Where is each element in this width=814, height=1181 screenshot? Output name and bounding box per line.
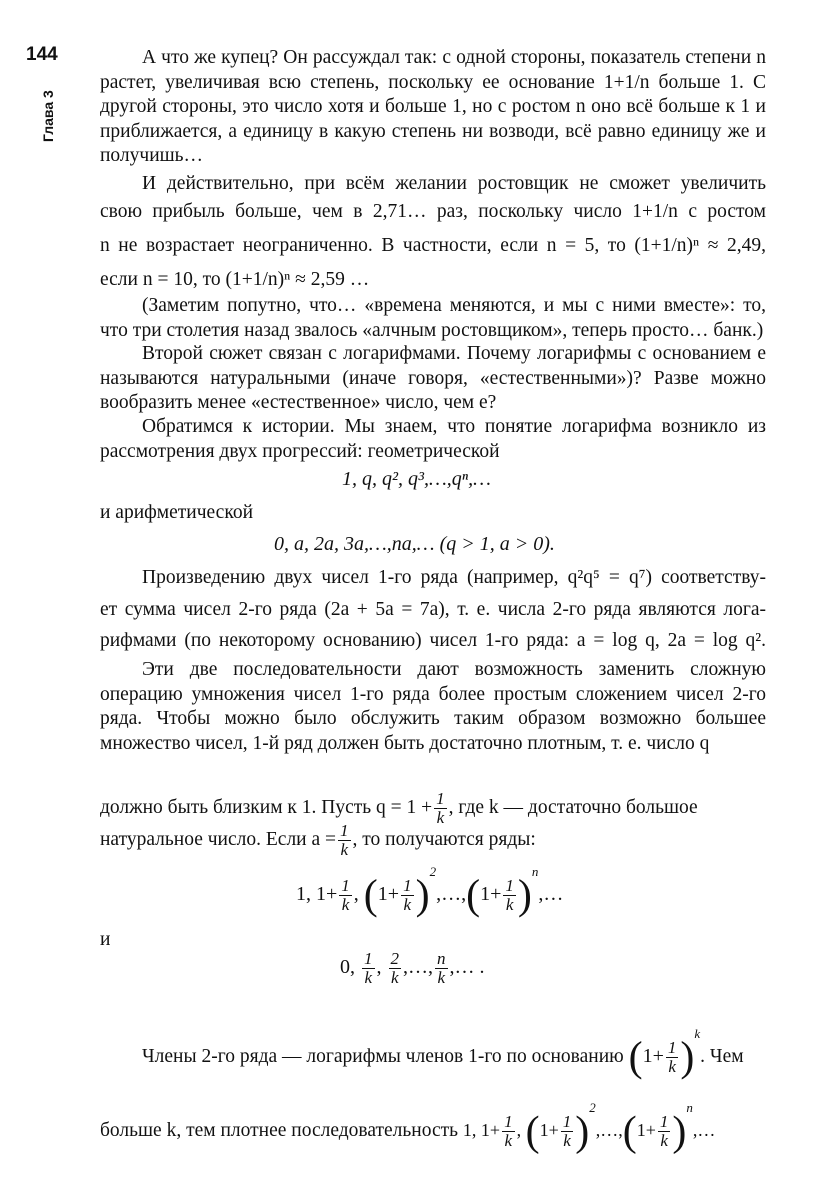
paragraph-usurer-line-4: если n = 10, то (1+1/n)ⁿ ≈ 2,59 …: [100, 269, 370, 290]
paragraph-product-line-3: рифмами (по некоторому основанию) чисел 1-го ряда: a = log q, 2a = log q².: [100, 630, 766, 651]
paragraph-denser: [100, 1096, 766, 1155]
paragraph-usurer-line-3: n не возрастает неограниченно. В частности, если n = 5, то (1+1/n)ⁿ ≈ 2,49,: [100, 235, 766, 256]
base-text-a: Члены 2-го ряда — логарифмы членов 1-го по основанию: [142, 1046, 624, 1067]
paragraph-history: Обратимся к истории. Мы знаем, что понятие логарифма возникло из рассмотрения двух прогрессий: геометрической: [100, 416, 766, 462]
paragraph-and: и: [100, 929, 111, 950]
paragraph-product-line-1: Произведению двух чисел 1-го ряда (например, q²q⁵ = q⁷) соответству-: [142, 567, 766, 588]
denser-text: больше k, тем плотнее последовательность: [100, 1120, 459, 1141]
paragraph-merchant: А что же купец? Он рассуждал так: с одной стороны, показатель степени n растет, увеличивая всю степень, поскольку ее основание 1+1/n больше 1. С другой стороны, это число хотя и больше 1, но с ростом n оно всё больше к 1 и приближается, а единицу в какую степень ни возводи, всё равно единицу же и получишь…: [100, 47, 766, 166]
natural-text-b: , то получаются ряды:: [352, 828, 536, 850]
paragraph-usurer-line-2: свою прибыль больше, чем в 2,71… раз, поскольку число 1+1/n с ростом: [100, 201, 766, 222]
sequences-text-b: , где k — достаточно большое: [448, 796, 698, 818]
page-number: 144: [26, 44, 58, 65]
base-text-b: . Чем: [700, 1046, 744, 1067]
formula-series-two: 0, $\frac{1}{k}$ , $\frac{2}{k}$ ,…, $\frac{n}{k}$ ,… .: [340, 949, 485, 987]
formula-series-one: 1, 1+ $\frac{1}{k}$ , (1+ $\frac{1}{k}$ )$^2$,…,(1+ $\frac{1}{k}$ )$^n$,…: [296, 864, 564, 919]
formula-arithmetic-progression: 0, a, 2a, 3a,…,na,… (q > 1, a > 0).: [274, 533, 555, 555]
paragraph-product-line-2: ет сумма чисел 2-го ряда (2a + 5a = 7a), т. е. числа 2-го ряда являются лога-: [100, 599, 766, 620]
formula-base: (1+ $\frac{1}{k}$ )$^k$: [628, 1026, 701, 1081]
paragraph-logarithm-base: [100, 1022, 766, 1081]
formula-geometric-progression: 1, q, q², q³,…,qⁿ,…: [342, 468, 491, 490]
formula-series-three: 1, 1+ $\frac{1}{k}$ , (1+ $\frac{1}{k}$ )$^2$,…,(1+ $\frac{1}{k}$ )$^n$,…: [462, 1100, 716, 1155]
paragraph-logarithms: Второй сюжет связан с логарифмами. Почему логарифмы с основанием e называются натуральными (иначе говоря, «естественными»)? Разве можно вообразить менее «естественное» число, чем e?: [100, 343, 766, 413]
paragraph-usurer-line-1: И действительно, при всём желании ростовщик не сможет увеличить: [142, 173, 766, 194]
sequences-text-a: должно быть близким к 1. Пусть q = 1 +: [100, 796, 433, 818]
chapter-label: Глава 3: [40, 90, 56, 142]
paragraph-remark: (Заметим попутно, что… «времена меняются, и мы с ними вместе»: то, что три столетия назад звалось «алчным ростовщиком», теперь просто… банк.): [100, 295, 766, 341]
natural-text-a: натуральное число. Если a =: [100, 828, 337, 850]
fraction-a-one-over-k: $\frac{1}{k}$: [340, 821, 349, 859]
paragraph-natural-number: [100, 822, 766, 859]
paragraph-sequences: Эти две последовательности дают возможность заменить сложную операцию умножения чисел 1-го ряда более простым сложением чисел 2-го ряда. Чтобы можно было обслужить таким образом возможно большее множество чисел, 1-й ряд должен быть достаточно плотным, т. е. число q: [100, 659, 766, 754]
paragraph-arithmetic-label: и арифметической: [100, 502, 254, 523]
fraction-one-over-k: $\frac{1}{k}$: [436, 789, 445, 827]
